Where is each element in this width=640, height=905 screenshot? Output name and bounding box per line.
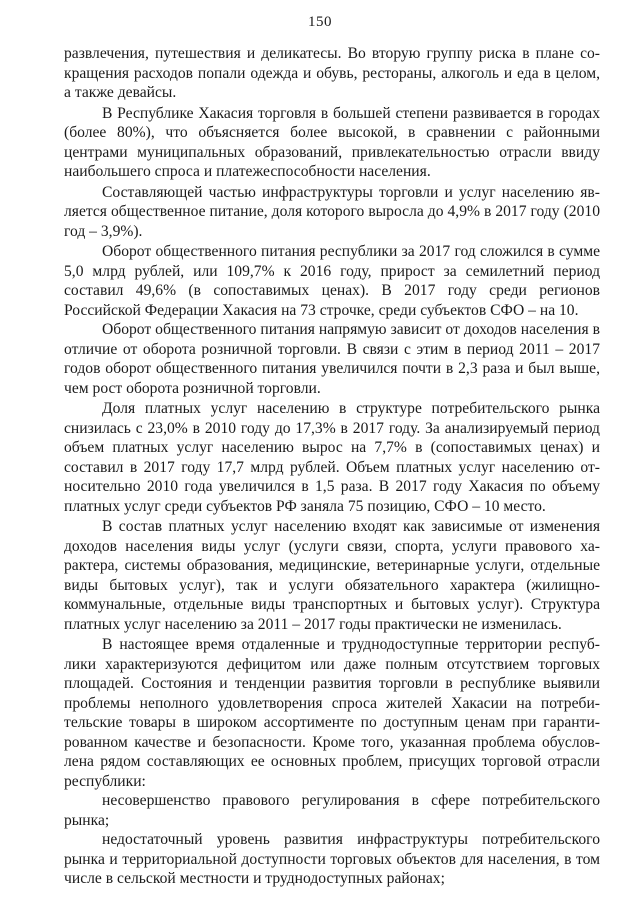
paragraph-paid-services-composition: В состав платных услуг населению входят как зависимые от изменения доходов населения виды услуг (услуги связи, спорта, услуги правового характера, системы образования, медицинские, ветеринарные услуги, отдельные виды бытовых услуг), так и услуги обязательного характера (жилищно-коммунальные, отдельные виды транспортных и бытовых услуг). Структура платных услуг населению за 2011 – 2017 годы практически не изменилась.: [64, 518, 600, 633]
list-item-legal-regulation: несовершенство правового регулирования в сфере потребительского рынка;: [64, 792, 600, 829]
paragraph-remote-territories: В настоящее время отдаленные и труднодоступные территории республики характеризуются дефицитом или даже полным отсутствием торговых площадей. Состояния и тенденции развития торговли в республике выявили проблемы неполного удовлетворения спроса жителей Хакасии на потребительские товары в широком ассортименте по доступным ценам при гарантированном качестве и безопасности. Кроме того, указанная проблема обусловлена рядом составляющих ее основных проблем, присущих торговой отрасли республики:: [64, 636, 600, 790]
paragraph-catering-income: Оборот общественного питания напрямую зависит от доходов населения в отличие от оборота розничной торговли. В связи с этим в период 2011 – 2017 годов оборот общественного питания увеличился почти в 2,3 раза и был выше, чем рост оборота розничной торговли.: [64, 321, 600, 397]
paragraph-public-catering-share: Составляющей частью инфраструктуры торговли и услуг населению является общественное питание, доля которого выросла до 4,9% в 2017 году (2010 год – 3,9%).: [64, 183, 600, 240]
document-body: [64, 44, 600, 889]
page-number: 150: [308, 14, 332, 30]
paragraph-trade-khakassia: В Республике Хакасия торговля в большей степени развивается в городах (более 80%), что объясняется более высокой, в сравнении с районными центрами муниципальных образований, привлекательностью отрасли ввиду наибольшего спроса и платежеспособности населения.: [64, 104, 600, 180]
paragraph-paid-services-share: Доля платных услуг населению в структуре потребительского рынка снизилась с 23,0% в 2010 году до 17,3% в 2017 году. За анализируемый период объем платных услуг населению вырос на 7,7% в (сопоставимых ценах) и составил в 2017 году 17,7 млрд рублей. Объем платных услуг населению относительно 2010 года увеличился в 1,5 раза. В 2017 году Хакасия по объему платных услуг среди субъектов РФ заняла 75 позицию, СФО – 10 место.: [64, 400, 600, 515]
paragraph-continuation: развлечения, путешествия и деликатесы. Во вторую группу риска в плане сокращения расходов попали одежда и обувь, рестораны, алкоголь и еда в целом, а также девайсы.: [64, 45, 600, 101]
paragraph-catering-turnover: Оборот общественного питания республики за 2017 год сложился в сумме 5,0 млрд рублей, или 109,7% к 2016 году, прирост за семилетний период составил 49,6% (в сопоставимых ценах). В 2017 году среди регионов Российской Федерации Хакасия на 73 строчке, среди субъектов СФО – на 10.: [64, 243, 600, 319]
list-item-infrastructure: недостаточный уровень развития инфраструктуры потребительского рынка и территориальной доступности торговых объектов для населения, в том числе в сельской местности и труднодоступных районах;: [64, 831, 600, 887]
